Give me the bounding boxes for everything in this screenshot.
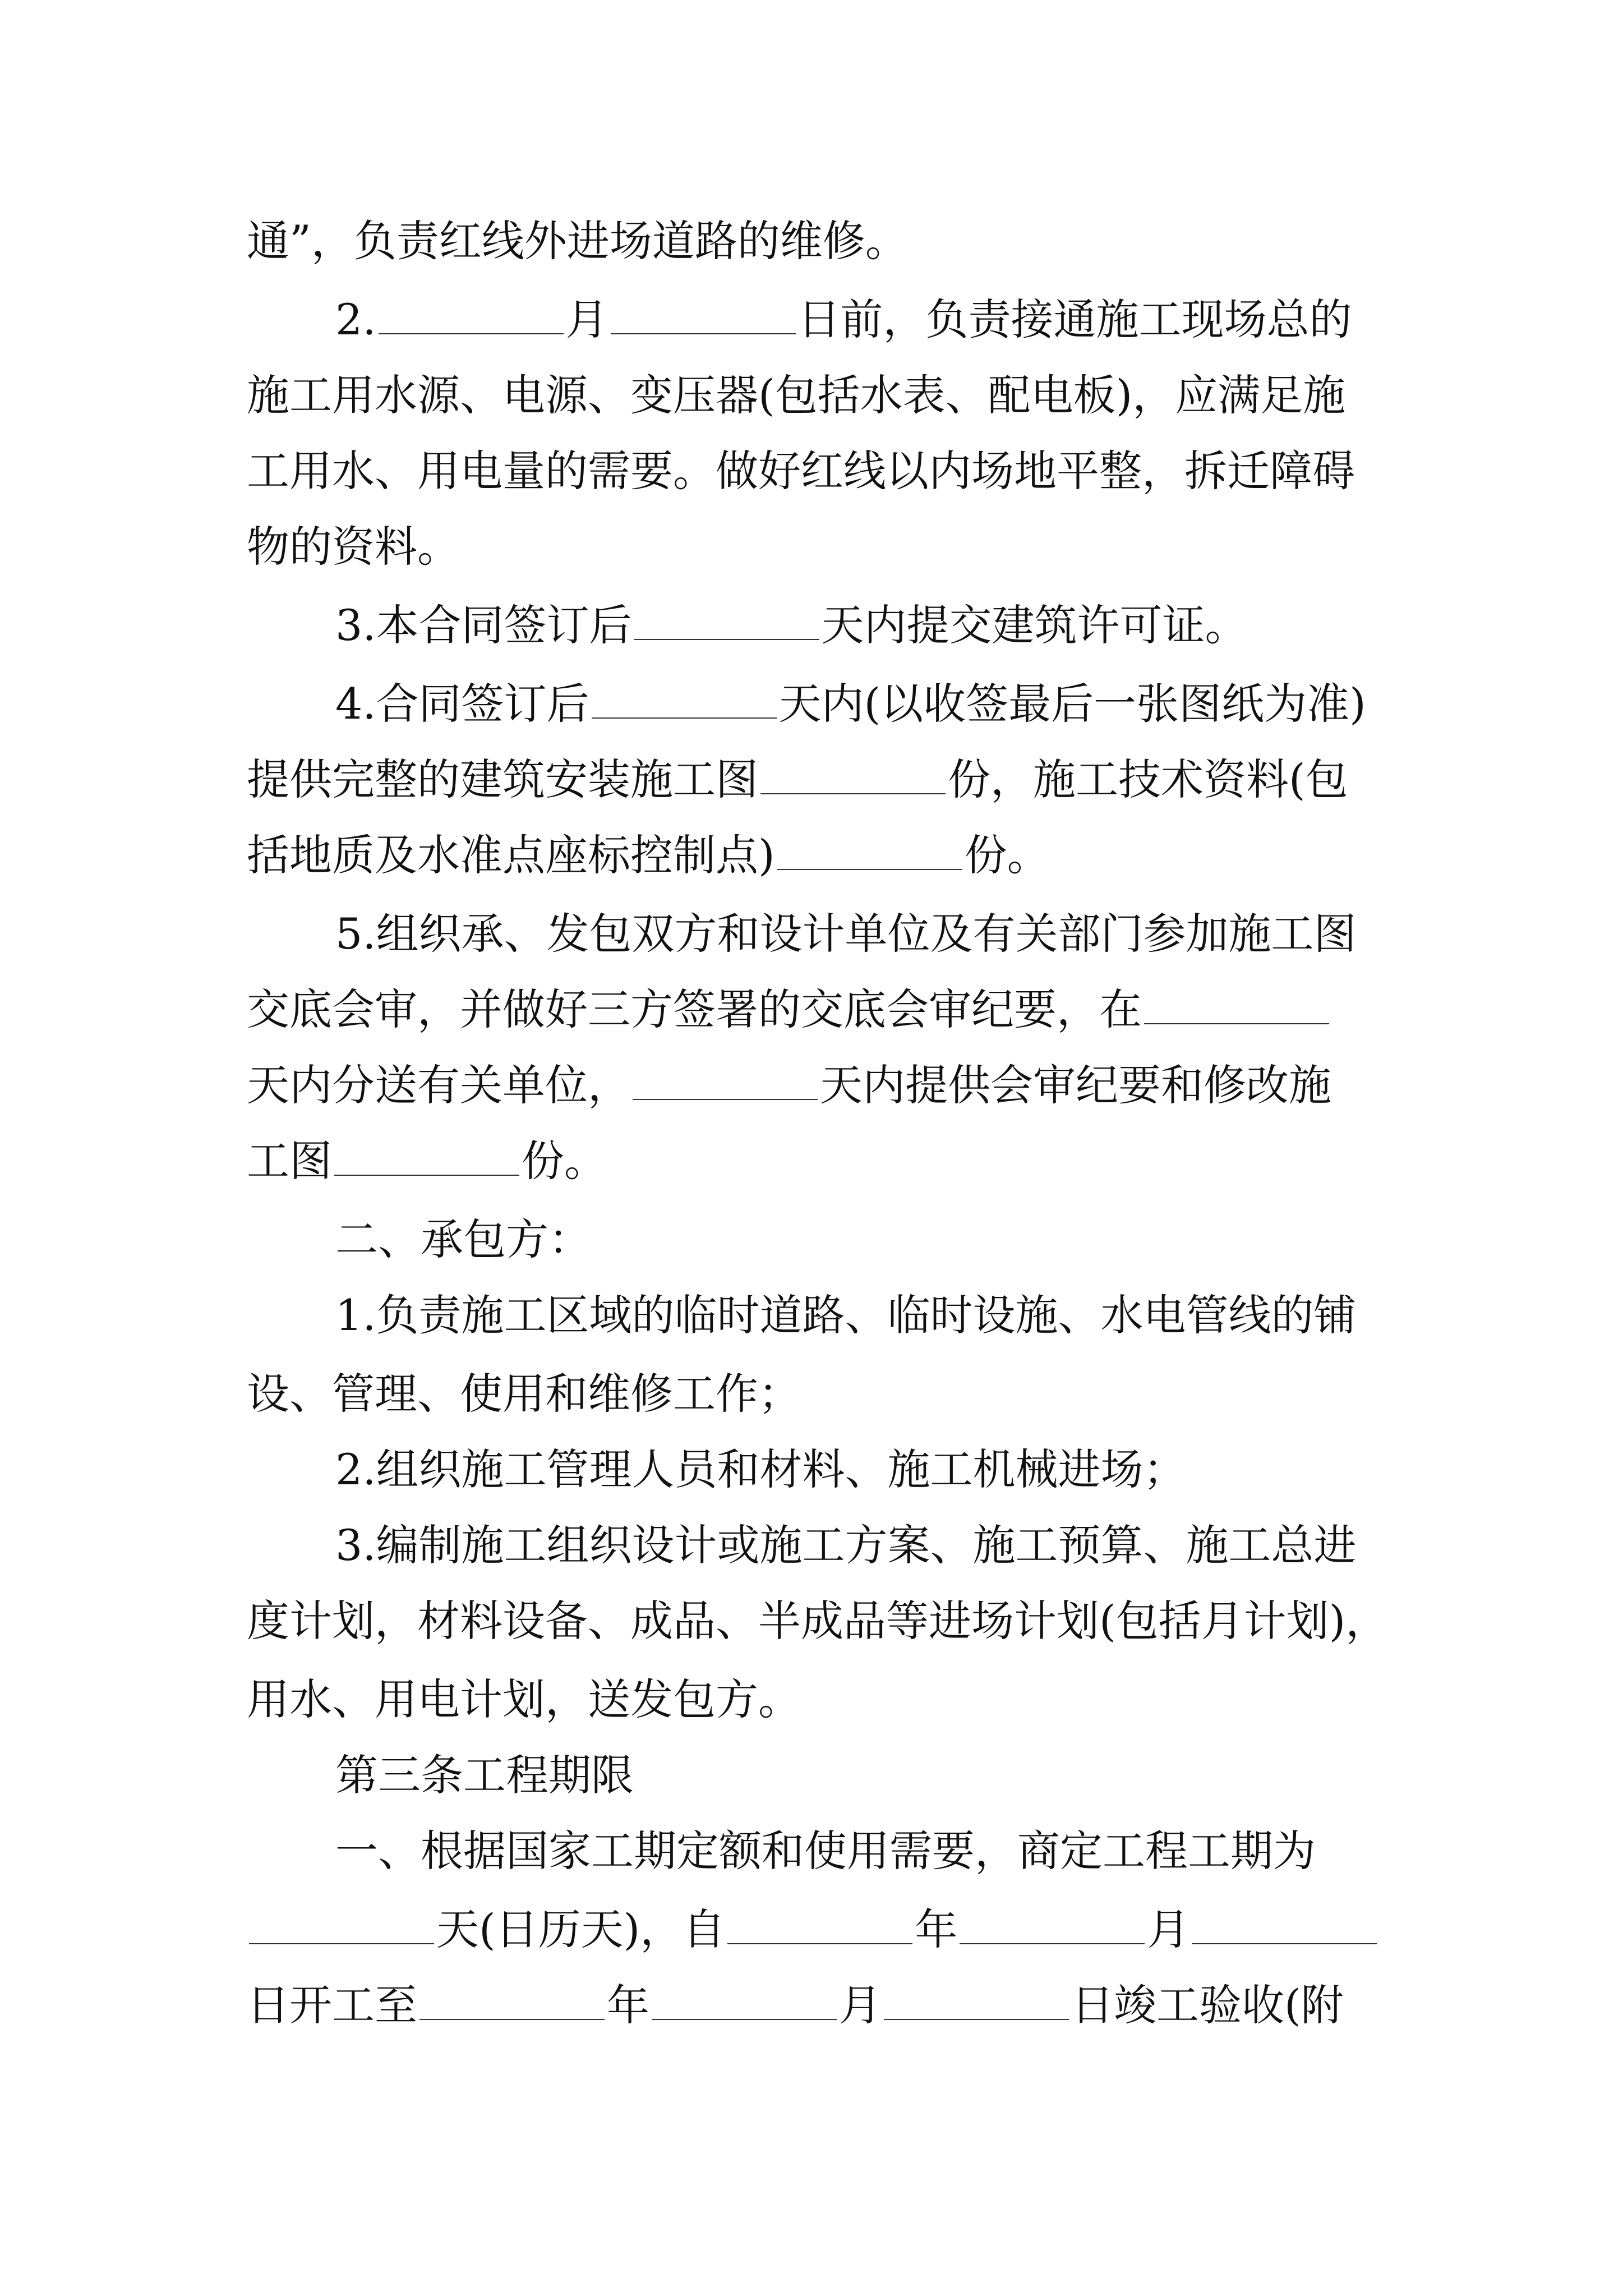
text-line (247, 1130, 607, 1192)
fill-blank (249, 1905, 434, 1944)
line-text: 4.合同签订后 (335, 679, 589, 729)
fill-blank (1192, 1905, 1377, 1944)
line-text: 份。 (964, 830, 1050, 880)
line-text: 3.本合同签订后 (335, 600, 632, 650)
line-text: 3.编制施工组织设计或施工方案、施工预算、施工总进 (335, 1520, 1357, 1570)
fill-blank (633, 1061, 818, 1100)
line-text: 1.负责施工区域的临时道路、临时设施、水电管线的铺 (335, 1290, 1357, 1340)
line-text: 月 (839, 1980, 882, 2030)
fill-blank (379, 295, 564, 334)
fill-blank (611, 295, 796, 334)
line-text: 天内提供会审纪要和修改施 (820, 1060, 1331, 1110)
line-text: 工图 (247, 1136, 332, 1186)
text-line (247, 979, 1331, 1041)
fill-blank (884, 1981, 1069, 2020)
line-text: 日开工至 (247, 1980, 417, 2030)
text-line (247, 825, 1050, 886)
text-line (335, 1439, 1186, 1501)
line-text: 提供完整的建筑安装施工图 (247, 754, 758, 804)
text-line (335, 1515, 1357, 1576)
text-line (247, 365, 1345, 426)
text-line (247, 749, 1348, 811)
section-heading (335, 1209, 591, 1271)
line-text: 年 (915, 1904, 958, 1954)
line-text: 设、管理、使用和维修工作； (247, 1369, 801, 1419)
line-text: 用水、用电计划，送发包方。 (247, 1674, 801, 1724)
line-text: 份。 (522, 1136, 607, 1186)
line-text: 工用水、用电量的需要。做好红线以内场地平整，拆迁障碍 (247, 446, 1355, 496)
fill-blank (960, 1905, 1145, 1944)
line-text: 天内分送有关单位， (247, 1060, 630, 1110)
text-line (247, 516, 460, 578)
text-line (247, 1669, 801, 1731)
text-line (335, 903, 1357, 965)
line-text: 一、根据国家工期定额和使用需要，商定工程工期为 (335, 1826, 1316, 1876)
text-line (335, 1285, 1357, 1346)
line-text: 物的资料。 (247, 522, 460, 572)
line-text: 第三条工程期限 (335, 1750, 634, 1800)
line-text: 天内(以收签最后一张图纸为准) (778, 679, 1366, 729)
article-heading (335, 1745, 634, 1806)
text-line (247, 440, 1355, 502)
fill-blank (419, 1981, 605, 2020)
fill-blank (592, 679, 777, 719)
line-text: 度计划，材料设备、成品、半成品等进场计划(包括月计划)， (247, 1596, 1389, 1646)
line-text: 份，施工技术资料(包 (948, 754, 1348, 804)
line-text: 年 (607, 1980, 649, 2030)
text-line (247, 1055, 1331, 1116)
line-text: 天(日历天)，自 (436, 1904, 726, 1954)
line-text: 5.组织承、发包双方和设计单位及有关部门参加施工图 (335, 909, 1357, 959)
fill-blank (760, 755, 946, 794)
line-text: 日前，负责接通施工现场总的 (797, 295, 1352, 344)
line-text: 二、承包方： (335, 1214, 591, 1264)
line-text: 天内提交建筑许可证。 (821, 600, 1248, 650)
line-text: 月 (1147, 1904, 1190, 1954)
text-line (335, 1820, 1316, 1882)
text-line (247, 1899, 1379, 1961)
line-text: 交底会审，并做好三方签署的交底会审纪要，在 (247, 984, 1142, 1034)
fill-blank (652, 1981, 837, 2020)
fill-blank (634, 601, 819, 640)
line-text: 括地质及水准点座标控制点) (247, 830, 775, 880)
text-line (247, 1363, 801, 1425)
fill-blank (727, 1905, 912, 1944)
line-text: 通”，负责红线外进场道路的维修。 (247, 216, 908, 266)
line-text: 月 (565, 295, 608, 344)
line-text: 施工用水源、电源、变压器(包括水表、配电板)，应满足施 (247, 370, 1346, 420)
fill-blank (777, 831, 962, 870)
line-text: 2.组织施工管理人员和材料、施工机械进场； (335, 1444, 1186, 1494)
text-line (247, 210, 908, 272)
text-line (335, 289, 1352, 351)
text-line (335, 595, 1248, 656)
fill-blank (1144, 985, 1329, 1024)
text-line (247, 1590, 1388, 1652)
line-text: 2. (335, 295, 376, 344)
line-text: 日竣工验收(附 (1071, 1980, 1344, 2030)
text-line (247, 1975, 1344, 2036)
fill-blank (334, 1137, 519, 1176)
text-line (335, 673, 1366, 735)
